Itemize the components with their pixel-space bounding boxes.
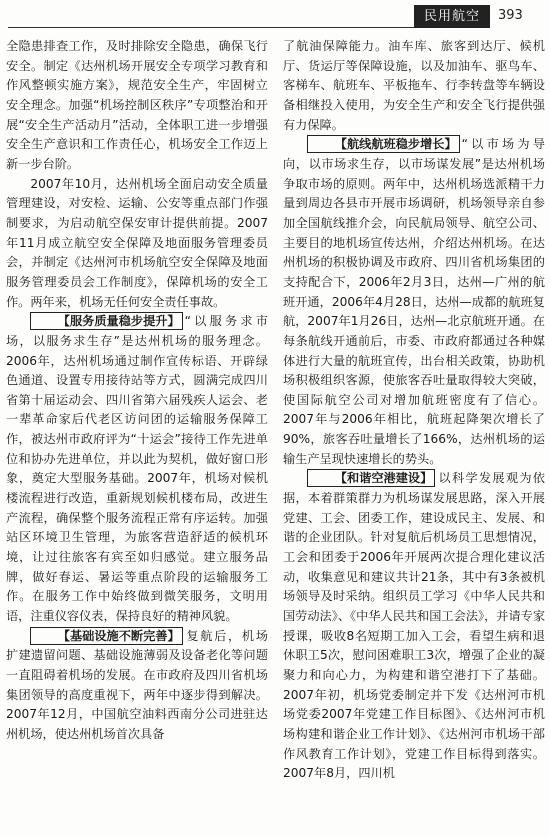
section-title-infrastructure: 【基础设施不断完善】: [30, 627, 182, 645]
paragraph-service-quality: [6, 312, 268, 627]
section-title-service: 【服务质量稳步提升】: [30, 312, 182, 330]
paragraph-harmonious-airport: [283, 469, 545, 784]
paragraph-infrastructure-continued: 了航油保障能力。油车库、旅客到达厅、候机厅、货运厅等保障设施，以及加油车、驱鸟车、客梯车、航班车、平板拖车、行李转盘等车辆设备相继投入使用，为安全生产和安全飞行提供强有力保障。: [283, 39, 545, 132]
section-title-harmonious: 【和谐空港建设】: [307, 469, 435, 487]
paragraph-routes-flights: [283, 135, 545, 469]
paragraph-infrastructure: [6, 627, 268, 745]
paragraph-body: 复航后，机场扩建遗留问题、基础设施薄弱及设备老化等问题一直阻碍着机场的发展。在市政府及四川省机场集团领导的高度重视下，两年中逐步得到解决。2007年12月，中国航空油料西南分公司进驻达州机场，使达州机场首次具备: [6, 628, 268, 741]
section-title-routes: 【航线航班稳步增长】: [307, 135, 459, 153]
section-tab: 民用航空: [414, 5, 490, 28]
right-column: [283, 37, 545, 835]
paragraph-safety-continued: 全隐患排查工作，及时排除安全隐患，确保飞行安全。制定《达州机场开展安全专项学习教育和作风整顿实施方案》，规范安全生产，牢固树立安全理念。加强“机场控制区秩序”专项整治和开展“安全生产活动月”活动，全体职工进一步增强安全生产意识和工作责任心，机场安全工作迈上新一步台阶。: [6, 39, 268, 171]
header-rule: [8, 27, 478, 28]
paragraph-body: “以服务求市场，以服务求生存”是达州机场的服务理念。2006年，达州机场通过制作宣传标语、开辟绿色通道、设置专用接待站等方式，圆满完成四川省第十届运动会、四川省第六届残疾人运会、老一辈革命家后代老区访问团的运输服务保障工作，被达州市政府评为“十运会”接待工作先进单位和协办先进单位，并以此为契机，做好窗口形象，奠定大型服务基础。2007年，机场对候机楼流程进行改造，重新规划候机楼布局，改进生产流程，确保整个服务流程正常有序运转。加强站区环境卫生管理，为旅客营造舒适的候机环境，让过往旅客有宾至如归感觉。建立服务品牌，做好春运、暑运等重点阶段的运输服务工作。在服务工作中始终做到微笑服务，文明用语，注重仪容仪表，保持良好的精神风貌。: [6, 314, 268, 624]
paragraph-body: 以科学发展观为依据，本着群策群力为机场谋发展思路，深入开展党建、工会、团委工作，建设成民主、发展、和谐的企业团队。针对复航后机场员工思想情况，工会和团委于2006年开展两次提合理化建议活动，收集意见和建议共计21条，其中有3条被机场领导及时采纳。组织员工学习《中华人民共和国劳动法》、《中华人民共和国工会法》，并请专家授课，吸收8名短期工加入工会，看望生病和退休职工5次，慰问困难职工3次，增强了企业的凝聚力和向心力，为构建和谐空港打下了基础。2007年初，机场党委制定并下发《达州河市机场党委2007年党建工作目标图》、《达州河市机场构建和谐企业工作计划》、《达州河市机场干部作风教育工作计划》，党建工作目标得到落实。2007年8月，四川机: [283, 471, 545, 781]
left-column: [6, 37, 268, 835]
page-header: [0, 0, 550, 30]
page-number: 393: [498, 8, 523, 23]
paragraph-safety-quality: 2007年10月，达州机场全面启动安全质量管理建设，对安检、运输、公安等重点部门作强制要求，为启动航空保安审计提供前提。2007年11月成立航空安全保障及地面服务管理委员会，并制定《达州河市机场航空安全保障及地面服务管理委员会工作制度》，保障机场的安全工作。两年来，机场无任何安全责任事故。: [6, 176, 268, 309]
paragraph-body: “以市场为导向，以市场求生存，以市场谋发展”是达州机场争取市场的原则。两年中，达州机场选派精干力量到周边各县市开展市场调研，机场领导亲自参加全国航线推介会，向民航局领导、航空公司、主要目的地机场宣传达州，介绍达州机场。在达州机场的积极协调及市政府、四川省机场集团的支持配合下，2006年2月3日，达州—广州的航班开通，2006年4月28日，达州—成都的航班复航，2007年1月26日，达州—北京航班开通。在每条航线开通前后，市委、市政府都通过各种媒体进行大量的航班宣传，出台相关政策，协助机场积极组织客源，使旅客吞吐量取得较大突破，使国际航空公司对增加航班密度有了信心。2007年与2006年相比，航班起降架次增长了90%，旅客吞吐量增长了166%，达州机场的运输生产呈现快速增长的势头。: [283, 137, 545, 466]
